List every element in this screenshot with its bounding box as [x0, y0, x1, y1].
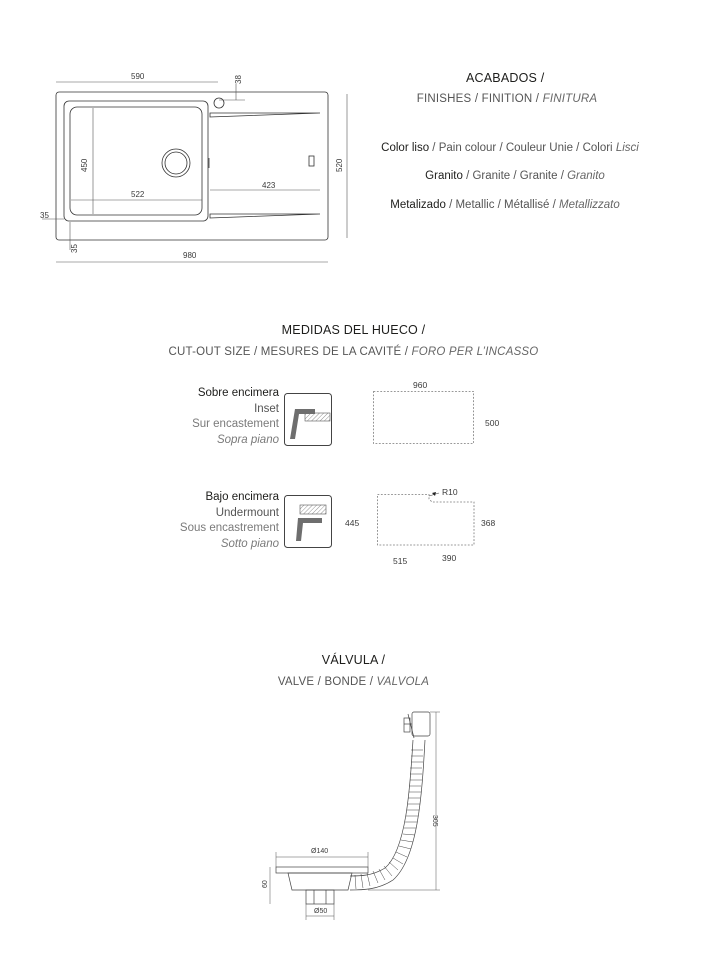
- finish-en: Metallic: [455, 199, 495, 211]
- finish-it-italic: Lisci: [615, 142, 639, 154]
- undermount-icon: [284, 495, 334, 549]
- inset-height-dim: 500: [485, 418, 500, 428]
- finish-fr: Granite: [519, 170, 558, 182]
- sep: /: [429, 142, 439, 154]
- valve-d140-dim: Ø140: [311, 848, 329, 855]
- sep: /: [471, 93, 482, 105]
- sep: /: [510, 170, 520, 182]
- undermount-right-height-dim: 368: [481, 518, 496, 528]
- sep: /: [314, 676, 325, 688]
- inset-label: [192, 386, 279, 448]
- finish-it: Colori: [582, 142, 613, 154]
- dim-423: 423: [262, 181, 276, 190]
- dim-522: 522: [131, 190, 145, 199]
- cutout-sub-it: FORO PER L’INCASSO: [411, 346, 539, 358]
- inset-es: Sobre encimera: [197, 387, 279, 399]
- finishes-sub-en: FINISHES: [416, 93, 472, 105]
- finishes-heading: ACABADOS /: [466, 71, 545, 85]
- sep: /: [401, 346, 412, 358]
- undermount-it: Sotto piano: [220, 537, 279, 550]
- undermount-left-height-dim: 445: [345, 518, 360, 528]
- undermount-es: Bajo encimera: [205, 491, 279, 503]
- finishes-sub-it: FINITURA: [542, 93, 598, 105]
- inset-it: Sopra piano: [216, 433, 279, 446]
- finish-row-metallic: [0, 199, 704, 211]
- valve-h60-dim: 60: [262, 880, 269, 888]
- undermount-cutout-outline: [377, 493, 487, 553]
- sink-plan-drawing: [0, 0, 704, 280]
- sep: /: [496, 142, 506, 154]
- undermount-radius-dim: R10: [442, 487, 458, 497]
- sep: /: [250, 346, 261, 358]
- finishes-sub-fr: FINITION: [481, 93, 533, 105]
- valve-d50-dim: Ø50: [314, 908, 328, 915]
- finish-fr: Métallisé: [504, 199, 550, 211]
- inset-cutout-outline: [373, 391, 483, 447]
- finish-it-italic: Granito: [567, 170, 605, 182]
- dim-520: 520: [335, 158, 344, 172]
- sep: /: [532, 93, 543, 105]
- cutout-subheading: [0, 346, 704, 358]
- inset-en: Inset: [254, 402, 279, 415]
- finish-es: Granito: [425, 170, 463, 182]
- valve-sub-fr: BONDE: [324, 676, 367, 688]
- cutout-sub-en: CUT-OUT SIZE: [168, 346, 251, 358]
- finishes-subheading: [0, 93, 704, 105]
- finish-es: Color liso: [381, 142, 430, 154]
- undermount-label: [180, 490, 279, 552]
- dim-590: 590: [131, 72, 145, 81]
- sep: /: [366, 676, 377, 688]
- inset-width-dim: 960: [413, 380, 428, 390]
- inset-mount-icon: [284, 393, 334, 447]
- finish-fr: Couleur Unie: [505, 142, 573, 154]
- undermount-en: Undermount: [215, 506, 279, 519]
- finish-es: Metalizado: [390, 199, 446, 211]
- dim-35-bottom: 35: [70, 244, 79, 253]
- valve-sub-en: VALVE: [277, 676, 315, 688]
- cutout-sub-fr: MESURES DE LA CAVITÉ: [260, 346, 402, 358]
- valve-drawing: [0, 700, 704, 960]
- sep: /: [462, 170, 473, 182]
- valve-heading: VÁLVULA /: [321, 653, 386, 667]
- valve-h305-dim: 305: [431, 815, 438, 827]
- finish-en: Pain colour: [438, 142, 497, 154]
- sep: /: [557, 170, 568, 182]
- finish-it-italic: Metallizzato: [559, 199, 620, 211]
- dim-38: 38: [234, 75, 243, 84]
- undermount-right-width-dim: 390: [442, 553, 457, 563]
- finish-row-plain: [0, 142, 704, 154]
- finish-en: Granite: [472, 170, 511, 182]
- dim-35-left: 35: [40, 211, 49, 220]
- undermount-left-width-dim: 515: [393, 556, 408, 566]
- sep: /: [572, 142, 583, 154]
- sep: /: [494, 199, 505, 211]
- finish-row-granite: [0, 170, 704, 182]
- valve-sub-it: VALVOLA: [376, 676, 430, 688]
- valve-subheading: [0, 676, 704, 688]
- dim-980: 980: [183, 251, 197, 260]
- sep: /: [445, 199, 456, 211]
- sep: /: [549, 199, 560, 211]
- dim-450: 450: [80, 158, 89, 172]
- cutout-heading: MEDIDAS DEL HUECO /: [281, 323, 426, 337]
- undermount-fr: Sous encastrement: [179, 522, 279, 534]
- inset-fr: Sur encastement: [192, 418, 279, 430]
